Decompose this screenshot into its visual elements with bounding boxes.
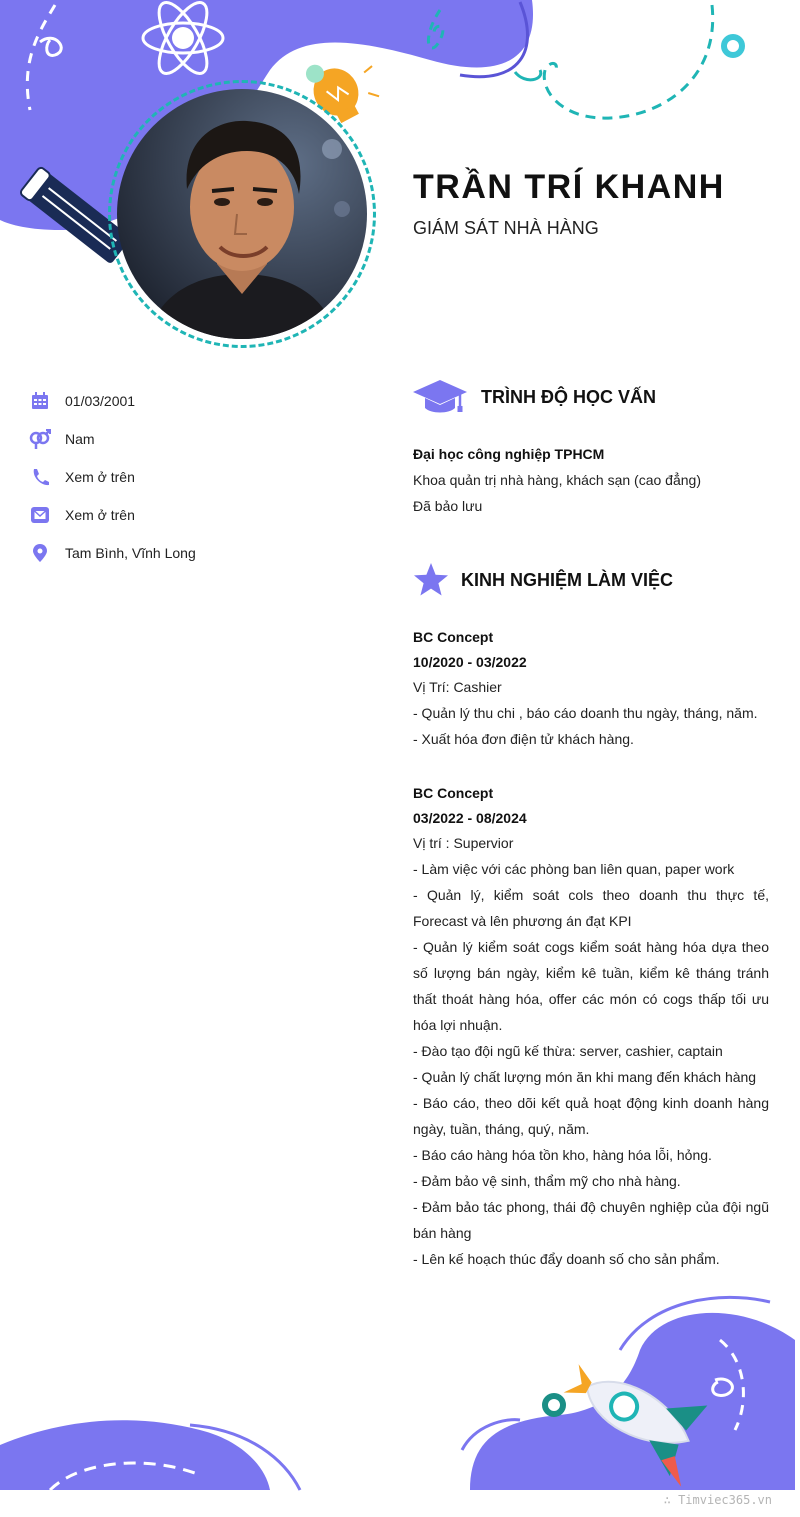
experience-job-2 [413, 780, 769, 1272]
education-title: TRÌNH ĐỘ HỌC VẤN [481, 386, 656, 407]
job-duty: - Quản lý kiểm soát cogs kiểm soát hàng hóa dựa theo số lượng bán ngày, kiểm kê tuần, kiểm kê tháng tránh thất thoát hàng hóa, offer các món có cogs thấp tối ưu hóa lợi nhuận. [413, 939, 769, 1033]
education-status: Đã bảo lưu [413, 498, 483, 514]
job-duty: - Báo cáo hàng hóa tồn kho, hàng hóa lỗi, hỏng. [413, 1147, 712, 1163]
contact-address: Tam Bình, Vĩnh Long [65, 545, 196, 561]
job-company: BC Concept [413, 785, 494, 801]
job-duty: - Đảm bảo tác phong, thái độ chuyên nghiệp của đội ngũ bán hàng [413, 1199, 769, 1241]
job-duty: - Quản lý chất lượng món ăn khi mang đến khách hàng [413, 1069, 757, 1085]
education-content [413, 441, 769, 519]
star-icon [413, 562, 449, 598]
job-period: 10/2020 - 03/2022 [413, 654, 527, 670]
job-duty: - Xuất hóa đơn điện tử khách hàng. [413, 731, 634, 747]
job-duty: - Lên kế hoạch thúc đẩy doanh số cho sản phẩm. [413, 1251, 720, 1267]
calendar-icon [28, 389, 52, 413]
dashed-curve-right [544, 5, 712, 118]
contact-item-address [28, 534, 368, 572]
job-company: BC Concept [413, 629, 494, 645]
job-period: 03/2022 - 08/2024 [413, 810, 527, 826]
candidate-name: TRẦN TRÍ KHANH [413, 168, 725, 206]
experience-heading [413, 562, 673, 598]
education-major: Khoa quản trị nhà hàng, khách sạn (cao đẳng) [413, 472, 701, 488]
education-school: Đại học công nghiệp TPHCM [413, 446, 605, 462]
experience-title: KINH NGHIỆM LÀM VIỆC [461, 569, 674, 590]
contact-item-email [28, 496, 368, 534]
email-icon [28, 503, 52, 527]
job-duty: - Quản lý thu chi , báo cáo doanh thu ngày, tháng, năm. [413, 705, 758, 721]
loop-right [515, 70, 541, 80]
phone-icon [28, 465, 52, 489]
teal-ring [724, 37, 742, 55]
location-pin-icon [28, 541, 52, 565]
job-position: Vị Trí: Cashier [413, 679, 502, 695]
job-duty: - Làm việc với các phòng ban liên quan, paper work [413, 861, 735, 877]
contact-item-gender [28, 420, 368, 458]
job-duty: - Quản lý, kiểm soát cols theo doanh thu thực tế, Forecast và lên phương án đạt KPI [413, 887, 769, 929]
contact-email: Xem ở trên [65, 507, 135, 523]
graduation-cap-icon [413, 380, 467, 414]
bottom-teal-ring [545, 1396, 563, 1414]
gender-icon [28, 427, 52, 451]
experience-job-1 [413, 624, 769, 752]
education-heading [413, 380, 656, 414]
contact-birthday: 01/03/2001 [65, 393, 136, 409]
contact-item-phone [28, 458, 368, 496]
job-duty: - Đảm bảo vệ sinh, thẩm mỹ cho nhà hàng. [413, 1173, 681, 1189]
contact-item-birthday [28, 382, 368, 420]
avatar [117, 89, 367, 339]
watermark: ∴ Timviec365.vn [663, 1493, 772, 1507]
job-duty: - Báo cáo, theo dõi kết quả hoạt động kinh doanh hàng ngày, tuần, tháng, quý, năm. [413, 1095, 769, 1137]
job-title: GIÁM SÁT NHÀ HÀNG [413, 218, 599, 238]
contact-phone: Xem ở trên [65, 469, 135, 485]
bottom-left-blob [0, 1420, 270, 1490]
avatar-frame [108, 80, 376, 348]
job-duty: - Đào tạo đội ngũ kế thừa: server, cashier, captain [413, 1043, 723, 1059]
contact-gender: Nam [65, 431, 95, 447]
job-position: Vị trí : Supervior [413, 835, 514, 851]
contact-list [28, 382, 368, 572]
